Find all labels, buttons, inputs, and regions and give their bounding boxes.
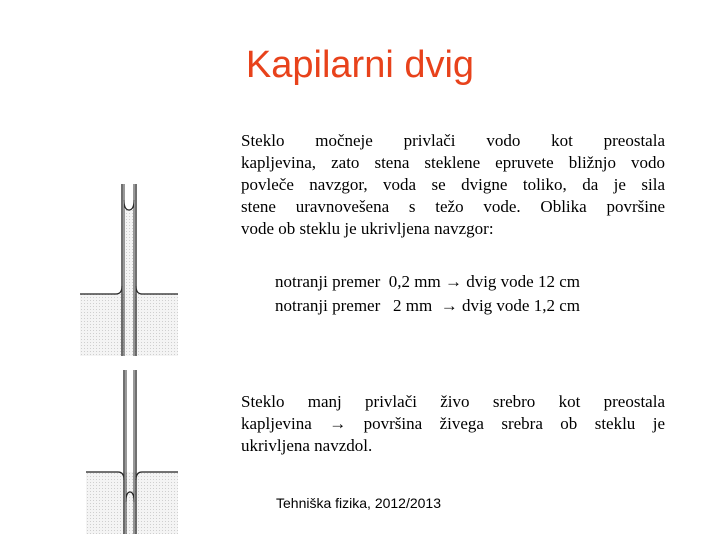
paragraph-line: Steklo močneje privlači vodo kot preostala [241, 131, 665, 150]
example-line-1: notranji premer 0,2 mm → dvig vode 12 cm [275, 272, 580, 291]
capillary-rise-figure [78, 180, 180, 358]
slide-title: Kapilarni dvig [245, 44, 475, 86]
example-line-2: notranji premer 2 mm → dvig vode 1,2 cm [275, 296, 580, 315]
footer-text: Tehniška fizika, 2012/2013 [276, 495, 441, 511]
paragraph-line: ukrivljena navzdol. [241, 436, 373, 455]
paragraph-water [241, 130, 665, 240]
capillary-depression-figure [84, 368, 180, 536]
paragraph-line: povleče navzgor, voda se dvigne toliko, da je sila [241, 175, 665, 194]
paragraph-line: Steklo manj privlači živo srebro kot preostala [241, 392, 665, 411]
paragraph-line: kapljevina, zato stena steklene epruvete bližnjo vodo [241, 153, 665, 172]
paragraph-line: vode ob steklu je ukrivljena navzgor: [241, 219, 494, 238]
paragraph-line: stene uravnovešena s težo vode. Oblika površine [241, 197, 665, 216]
paragraph-line: kapljevina → površina živega srebra ob steklu je [241, 414, 665, 433]
paragraph-mercury [241, 391, 665, 457]
